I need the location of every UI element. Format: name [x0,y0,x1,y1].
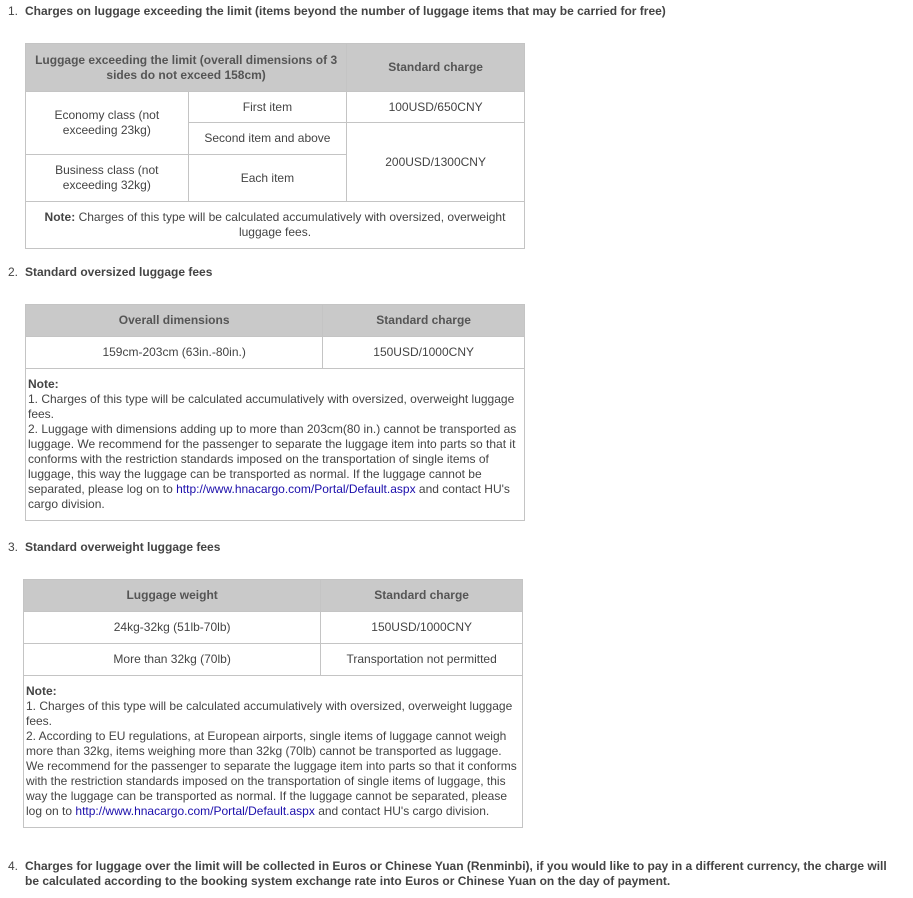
charge-cell: 150USD/1000CNY [321,612,523,644]
column-header: Luggage exceeding the limit (overall dimensions of 3 sides do not exceed 158cm) [26,44,347,92]
table-row [24,612,523,644]
table-header-row [24,580,523,612]
note-line-2-tail: and contact HU's cargo division. [318,804,490,818]
note-cell [26,369,525,521]
note-text: Charges of this type will be calculated accumulatively with oversized, overweight luggage fees. [78,210,506,239]
weight-cell: More than 32kg (70lb) [24,644,321,676]
economy-class-cell: Economy class (not exceeding 23kg) [26,92,189,155]
section-2-title: Standard oversized luggage fees [25,265,213,279]
section-1-title: Charges on luggage exceeding the limit (items beyond the number of luggage items that may be carried for free) [25,4,666,18]
table-header-row [26,305,525,337]
column-header: Standard charge [323,305,525,337]
section-1-heading [8,4,666,19]
section-2-heading [8,265,212,280]
column-header: Luggage weight [24,580,321,612]
section-4-title: Charges for luggage over the limit will be collected in Euros or Chinese Yuan (Renminbi), if you would like to pay in a different currency, the charge will be calculated according to the booking system exchange rate into Euros or Chinese Yuan on the day of payment. [25,859,887,888]
section-1-number: 1. [8,4,19,18]
note-line-1: 1. Charges of this type will be calculated accumulatively with oversized, overweight luggage fees. [26,699,513,728]
note-cell [24,676,523,828]
hnacargo-link[interactable]: http://www.hnacargo.com/Portal/Default.aspx [75,804,315,818]
note-label: Note: [44,210,76,224]
weight-cell: 24kg-32kg (51lb-70lb) [24,612,321,644]
note-line-2 [26,729,520,819]
second-item-cell: Second item and above [188,123,347,155]
excess-luggage-table [25,43,525,249]
table-note-row [24,676,523,828]
shared-charge-cell: 200USD/1300CNY [347,123,525,202]
column-header: Standard charge [321,580,523,612]
section-3-number: 3. [8,540,19,554]
section-2-number: 2. [8,265,19,279]
section-3-heading [8,540,220,555]
section-4-number: 4. [8,859,19,873]
first-item-charge-cell: 100USD/650CNY [347,92,525,123]
note-label: Note: [28,377,59,391]
note-line-1: 1. Charges of this type will be calculated accumulatively with oversized, overweight luggage fees. [28,392,515,421]
table-row [26,92,525,123]
charge-cell: 150USD/1000CNY [323,337,525,369]
first-item-cell: First item [188,92,347,123]
section-4-heading [8,859,888,889]
table-header-row [26,44,525,92]
column-header: Overall dimensions [26,305,323,337]
each-item-cell: Each item [188,155,347,202]
column-header: Standard charge [347,44,525,92]
table-note-row [26,202,525,249]
note-line-2 [28,422,522,512]
table-row [26,337,525,369]
charge-cell: Transportation not permitted [321,644,523,676]
dimensions-cell: 159cm-203cm (63in.-80in.) [26,337,323,369]
overweight-luggage-table [23,579,523,828]
table-note-row [26,369,525,521]
note-label: Note: [26,684,57,698]
table-row [24,644,523,676]
business-class-cell: Business class (not exceeding 32kg) [26,155,189,202]
section-3-title: Standard overweight luggage fees [25,540,221,554]
oversized-luggage-table [25,304,525,521]
hnacargo-link[interactable]: http://www.hnacargo.com/Portal/Default.aspx [176,482,416,496]
note-line-2-tail: and contact HU's cargo division. [28,482,510,511]
note-line-2-text: 2. Luggage with dimensions adding up to more than 203cm(80 in.) cannot be transported as luggage. We recommend for the passenger to separate the luggage item into parts so that it conforms with the restriction standards imposed on the transportation of single items of luggage, this way the luggage can be transported as normal. If the luggage cannot be separated, please log on to [28,422,517,496]
note-line-2-text: 2. According to EU regulations, at European airports, single items of luggage cannot weigh more than 32kg, items weighing more than 32kg (70lb) cannot be transported as luggage. We recommend for the passenger to separate the luggage item into parts so that it conforms with the restriction standards imposed on the transportation of single items of luggage, this way the luggage can be transported as normal. If the luggage cannot be separated, please log on to [26,729,517,818]
note-cell [26,202,525,249]
